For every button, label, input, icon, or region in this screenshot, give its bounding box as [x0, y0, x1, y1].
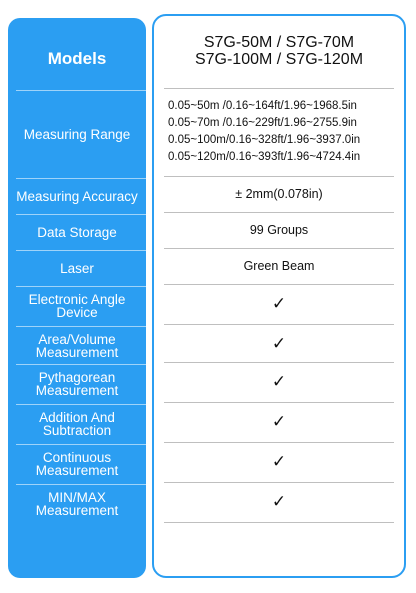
continuous-value: [154, 444, 404, 480]
divider: [164, 402, 394, 403]
check-icon: ✓: [271, 294, 287, 313]
divider: [16, 484, 146, 485]
min-max-value: [154, 484, 404, 520]
models-title: [154, 26, 404, 76]
divider: [164, 482, 394, 483]
divider: [164, 362, 394, 363]
accuracy-value: ± 2mm(0.078in): [235, 187, 323, 201]
divider: [164, 442, 394, 443]
label-data-storage: Data Storage: [37, 224, 117, 240]
label-continuous: Continuous Measurement: [35, 450, 119, 478]
divider: [16, 326, 146, 327]
spec-values-panel: [152, 14, 406, 578]
label-electronic-angle: Electronic Angle Device: [28, 292, 126, 320]
divider: [16, 364, 146, 365]
range-item: 0.05~100m/0.16~328ft/1.96~3937.0in: [168, 134, 361, 146]
check-icon: ✓: [271, 372, 287, 391]
check-icon: ✓: [271, 452, 287, 471]
range-item: 0.05~70m /0.16~229ft/1.96~2755.9in: [168, 117, 357, 129]
models-line-1: S7G-50M / S7G-70M: [203, 34, 355, 51]
divider: [164, 324, 394, 325]
measuring-range-values: [154, 90, 404, 174]
divider: [16, 178, 146, 179]
label-area-volume: Area/Volume Measurement: [35, 332, 119, 360]
divider: [164, 176, 394, 177]
divider: [16, 444, 146, 445]
label-measuring-accuracy: Measuring Accuracy: [16, 188, 138, 204]
divider: [16, 250, 146, 251]
label-laser: Laser: [60, 260, 94, 276]
divider: [164, 212, 394, 213]
area-volume-value: [154, 326, 404, 362]
label-pythagorean: Pythagorean Measurement: [35, 370, 119, 398]
models-header: Models: [47, 48, 107, 68]
divider: [164, 522, 394, 523]
models-line-2: S7G-100M / S7G-120M: [194, 51, 364, 68]
divider: [16, 286, 146, 287]
storage-value: 99 Groups: [249, 223, 309, 237]
divider: [164, 248, 394, 249]
divider: [16, 90, 146, 91]
check-icon: ✓: [271, 334, 287, 353]
range-item: 0.05~50m /0.16~164ft/1.96~1968.5in: [168, 100, 357, 112]
range-item: 0.05~120m/0.16~393ft/1.96~4724.4in: [168, 151, 361, 163]
label-min-max: MIN/MAX Measurement: [35, 490, 119, 518]
angle-value: [154, 286, 404, 322]
divider: [16, 404, 146, 405]
divider: [164, 88, 394, 89]
divider: [16, 214, 146, 215]
label-addition-subtraction: Addition And Subtraction: [39, 410, 115, 438]
divider: [164, 284, 394, 285]
laser-value: Green Beam: [243, 259, 315, 273]
addition-subtraction-value: [154, 404, 404, 440]
pythagorean-value: [154, 364, 404, 400]
check-icon: ✓: [271, 412, 287, 431]
label-measuring-range: Measuring Range: [23, 126, 131, 142]
check-icon: ✓: [271, 492, 287, 511]
spec-labels-panel: [8, 18, 146, 578]
